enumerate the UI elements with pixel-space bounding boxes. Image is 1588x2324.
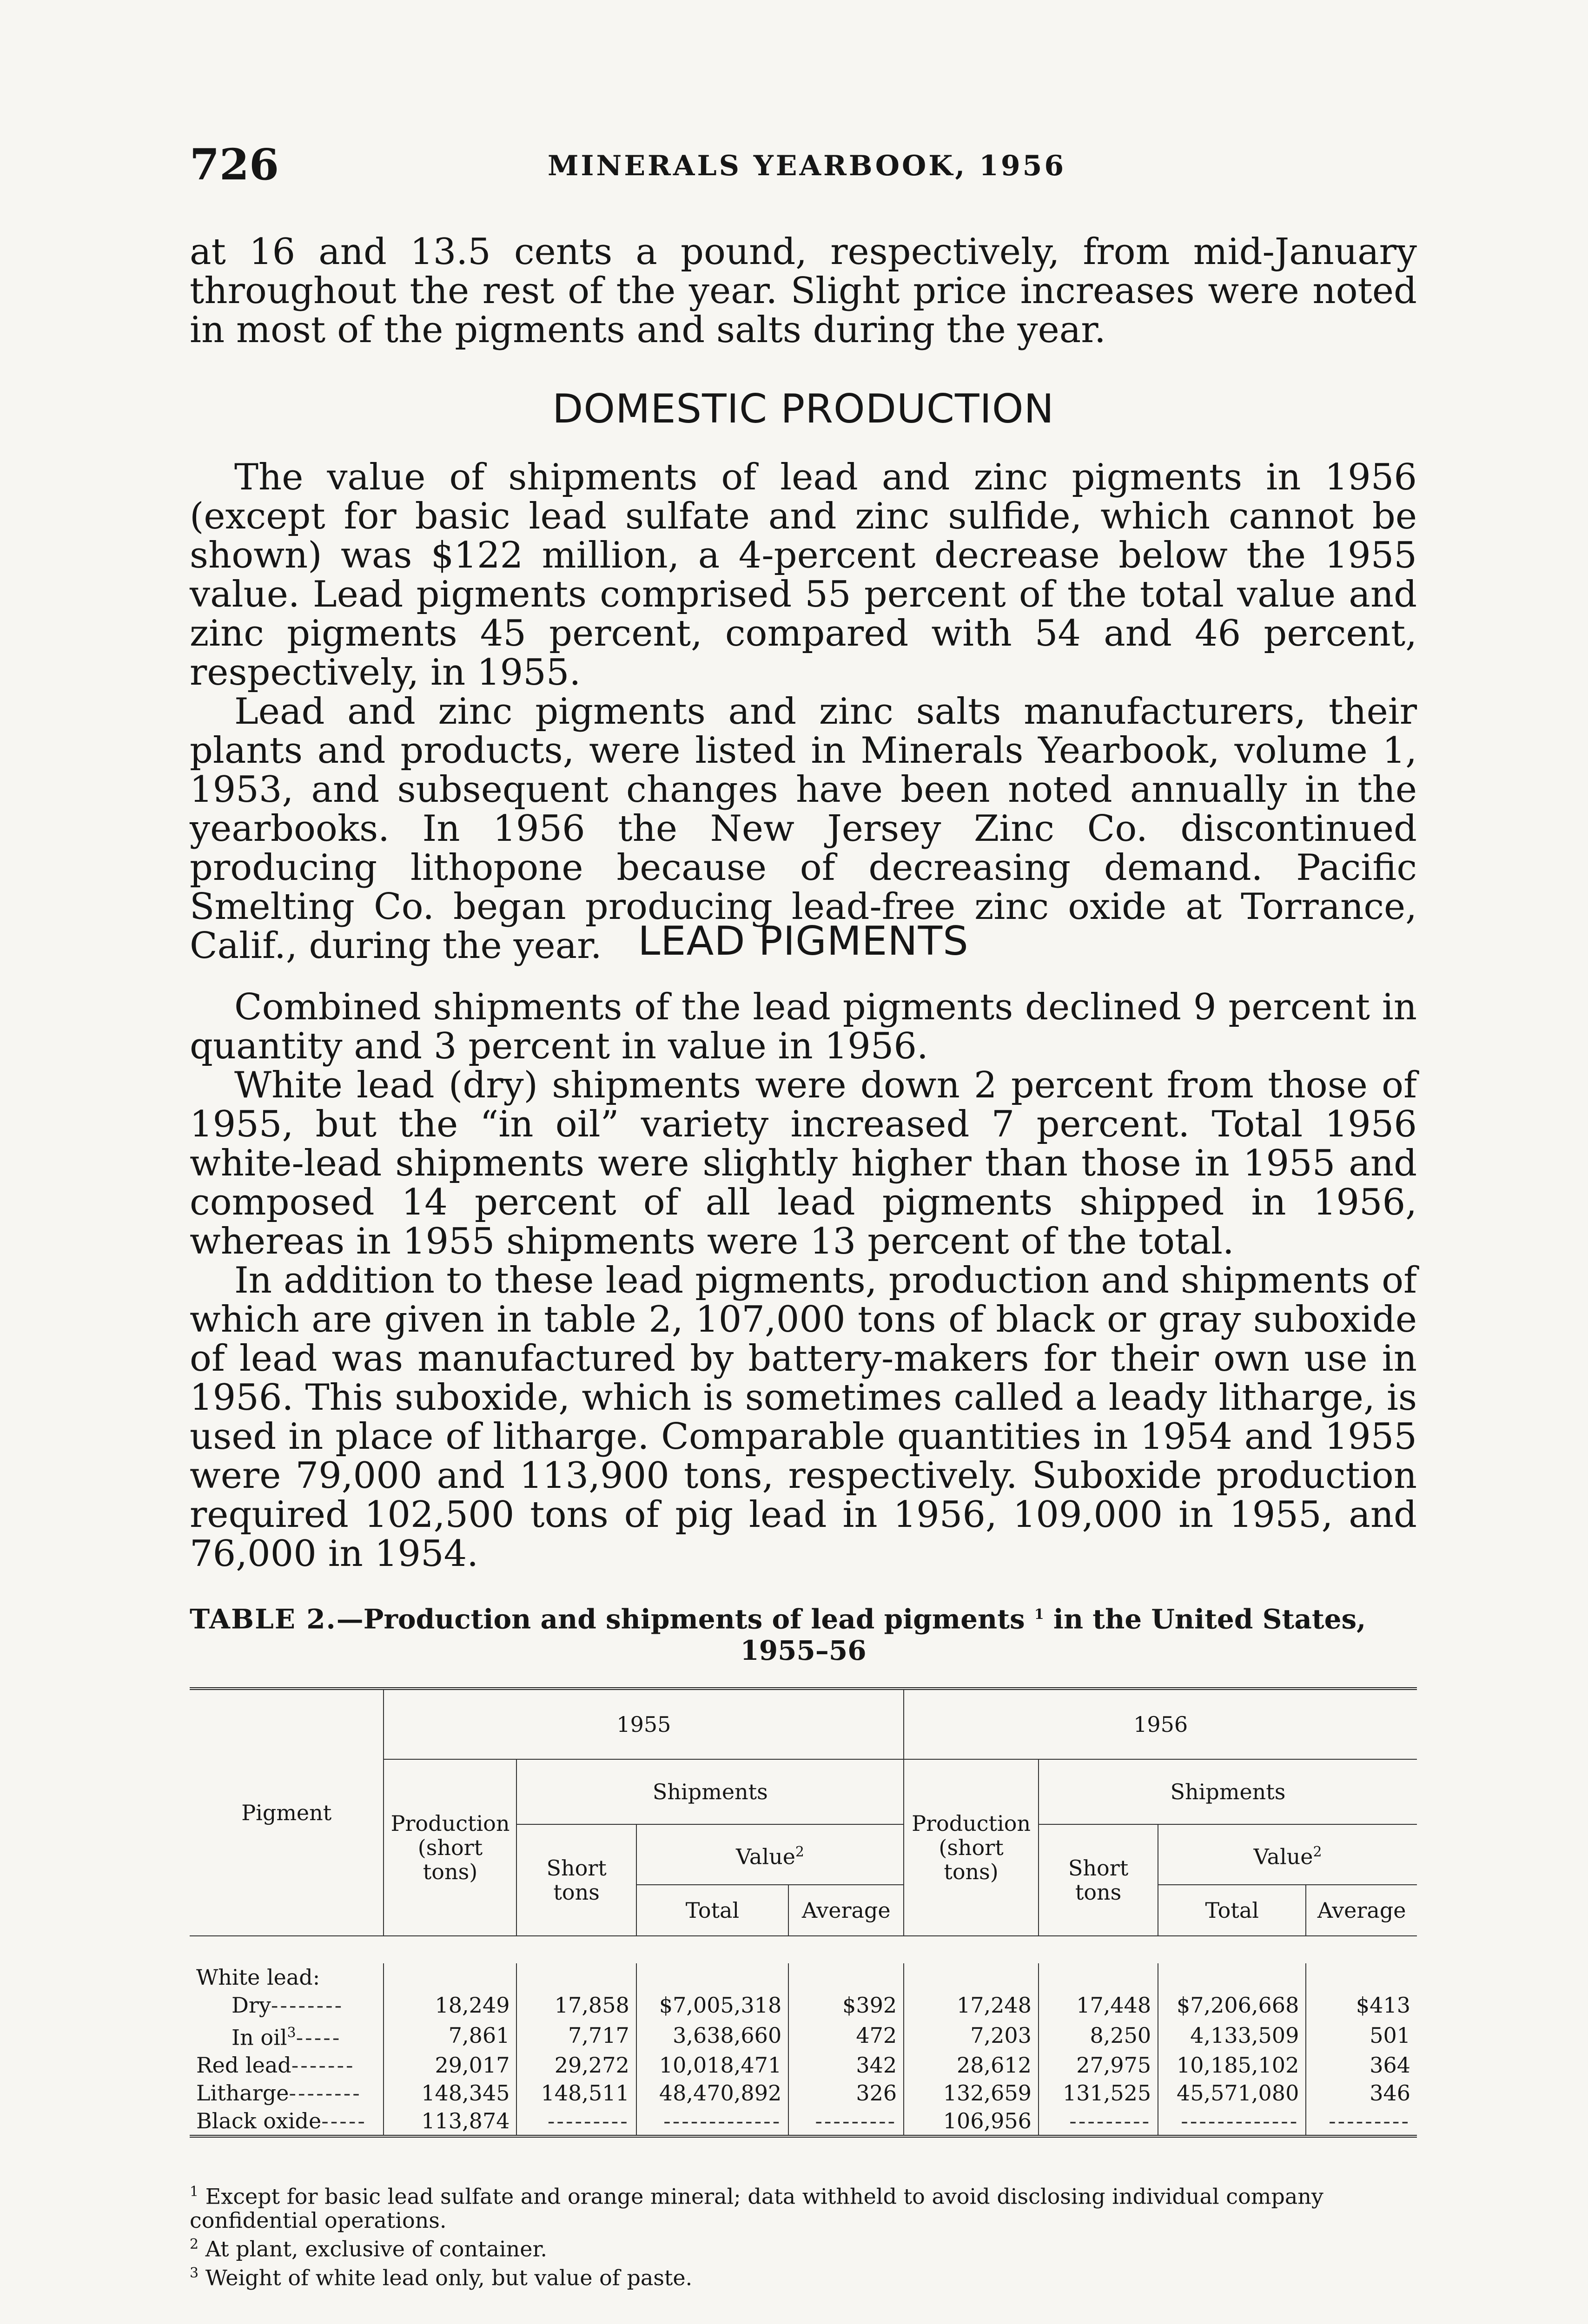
page-number: 726	[190, 139, 279, 190]
col-shipments-1955: Shipments	[516, 1759, 904, 1824]
row-label: In oil$^3$-----	[232, 2025, 342, 2050]
page-header	[190, 139, 1417, 195]
paragraph: In addition to these lead pigments, production and shipments of which are given in table 2, 107,000 tons of black or gray suboxide of lead was manufactured by battery-makers for their own use in 1956. This suboxide, which is sometimes called a leady litharge, is used in place of litharge. Comparable quantities in 1954 and 1955 were 79,000 and 113,900 tons, respectively. Suboxide production required 102,500 tons of pig lead in 1956, 109,000 in 1955, and 76,000 in 1954.	[190, 1260, 1417, 1575]
col-short-tons-1956: Short tons	[1039, 1824, 1158, 1936]
table-row: Litharge-------- 148,345 148,511 48,470,892 326 132,659 131,525 45,571,080 346	[190, 2079, 1417, 2107]
col-year-1955: 1955	[384, 1689, 904, 1759]
col-value-1955: Value$^2$	[636, 1824, 904, 1885]
lead-pigments-section	[190, 988, 1417, 1573]
col-production-1956: Production (short tons)	[904, 1759, 1039, 1936]
col-shipments-1956: Shipments	[1039, 1759, 1417, 1824]
paragraph: White lead (dry) shipments were down 2 percent from those of 1955, but the “in oil” variety increased 7 percent. Total 1956 white-lead shipments were slightly higher than those in 1955 and composed 14 percent of all lead pigments shipped in 1956, whereas in 1955 shipments were 13 percent of the total.	[190, 1064, 1417, 1262]
col-year-1956: 1956	[904, 1689, 1417, 1759]
domestic-production-heading: DOMESTIC PRODUCTION	[552, 386, 1054, 432]
table-label: TABLE 2.	[190, 1603, 337, 1635]
row-label: Dry--------	[232, 1993, 344, 2018]
intro-paragraph: at 16 and 13.5 cents a pound, respectively, from mid-January throughout the rest of the year. Slight price increases were noted in most of the pigments and salts during the year.	[190, 231, 1417, 351]
row-label: Litharge--------	[196, 2080, 362, 2106]
footnote: $^2$ At plant, exclusive of container.	[190, 2236, 548, 2262]
table-footnotes	[190, 2180, 1417, 2290]
row-label: Black oxide-----	[190, 2107, 384, 2136]
col-total-1956: Total	[1158, 1885, 1306, 1936]
table-row: In oil$^3$----- 7,861 7,717 3,638,660 472 7,203 8,250 4,133,509 501	[190, 2019, 1417, 2051]
paragraph: Combined shipments of the lead pigments declined 9 percent in quantity and 3 percent in value in 1956.	[190, 986, 1417, 1067]
table-title: TABLE 2.—Production and shipments of lead pigments $^1$ in the United States, 1955–56	[190, 1599, 1417, 1666]
lead-pigments-table	[190, 1687, 1417, 2138]
col-pigment: Pigment	[190, 1689, 384, 1936]
col-short-tons-1955: Short tons	[516, 1824, 636, 1936]
footnote: $^3$ Weight of white lead only, but value of paste.	[190, 2265, 693, 2290]
table-row	[190, 1963, 1417, 1991]
table-row: Dry-------- 18,249 17,858 $7,005,318 $392 17,248 17,448 $7,206,668 $413	[190, 1991, 1417, 2019]
col-value-1956: Value$^2$	[1158, 1824, 1417, 1885]
footnote-ref: 1	[1034, 1606, 1044, 1623]
table-row: Red lead------- 29,017 29,272 10,018,471 342 28,612 27,975 10,185,102 364	[190, 2051, 1417, 2079]
table-row: Black oxide----- 113,874 --------- ------------- --------- 106,956 --------- ------------- ---------	[190, 2107, 1417, 2136]
footnote: $^1$ Except for basic lead sulfate and orange mineral; data withheld to avoid disclosing individual company confidential operations.	[190, 2184, 1323, 2233]
col-production-1955: Production (short tons)	[384, 1759, 516, 1936]
group-label: White lead:	[196, 1965, 320, 1990]
running-title: MINERALS YEARBOOK, 1956	[548, 150, 1066, 182]
row-label: Red lead-------	[196, 2053, 355, 2078]
intro-text	[190, 232, 1417, 350]
domestic-production-section	[190, 458, 1417, 965]
table-years: 1955–56	[740, 1635, 867, 1667]
col-average-1955: Average	[788, 1885, 904, 1936]
col-average-1956: Average	[1306, 1885, 1417, 1936]
paragraph: The value of shipments of lead and zinc pigments in 1956 (except for basic lead sulfate and zinc sulfide, which cannot be shown) was $122 million, a 4-percent decrease below the 1955 value. Lead pigments comprised 55 percent of the total value and zinc pigments 45 percent, compared with 54 and 46 percent, respectively, in 1955.	[190, 456, 1417, 693]
paragraph: Lead and zinc pigments and zinc salts manufacturers, their plants and products, were listed in Minerals Yearbook, volume 1, 1953, and subsequent changes have been noted annually in the yearbooks. In 1956 the New Jersey Zinc Co. discontinued producing lithopone because of decreasing demand. Pacific Smelting Co. began producing lead-free zinc oxide at Torrance, Calif., during the year.	[190, 691, 1417, 967]
col-total-1955: Total	[636, 1885, 788, 1936]
lead-pigments-heading: LEAD PIGMENTS	[638, 918, 969, 964]
